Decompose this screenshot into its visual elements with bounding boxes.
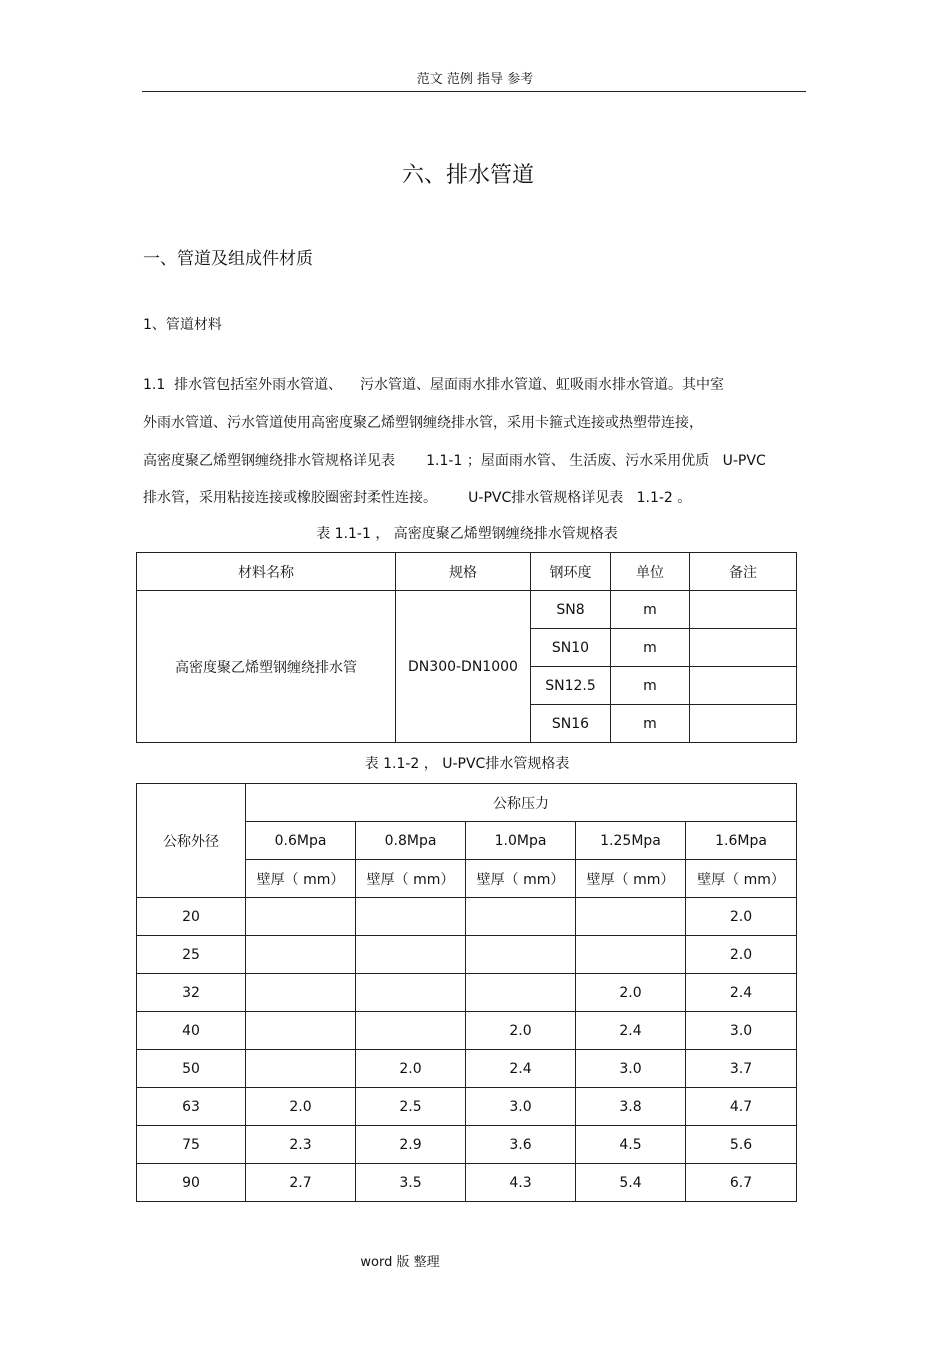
thickness-cell — [246, 974, 356, 1012]
note-cell — [690, 667, 797, 705]
thickness-cell: 2.0 — [466, 1012, 576, 1050]
table-row — [137, 974, 797, 1012]
table-header-row — [137, 553, 797, 591]
thickness-cell — [466, 936, 576, 974]
diameter-cell: 32 — [137, 974, 246, 1012]
table-row — [137, 1050, 797, 1088]
thickness-cell: 4.7 — [686, 1088, 797, 1126]
header-nominal-pressure: 公称压力 — [246, 784, 797, 822]
table-row — [137, 1088, 797, 1126]
thickness-cell — [246, 1012, 356, 1050]
diameter-cell: 50 — [137, 1050, 246, 1088]
thickness-cell — [576, 936, 686, 974]
diameter-cell: 20 — [137, 898, 246, 936]
thickness-cell: 3.5 — [356, 1164, 466, 1202]
thickness-cell — [576, 898, 686, 936]
thickness-cell: 2.4 — [686, 974, 797, 1012]
header-pressure: 1.0Mpa — [466, 822, 576, 860]
thickness-cell: 2.0 — [246, 1088, 356, 1126]
header-pressure: 1.25Mpa — [576, 822, 686, 860]
header-wall-thickness: 壁厚（ mm） — [576, 860, 686, 898]
thickness-cell: 6.7 — [686, 1164, 797, 1202]
thickness-cell: 2.4 — [466, 1050, 576, 1088]
document-title: 六、排水管道 — [401, 163, 534, 188]
page-footer: word 版 整理 — [360, 1255, 440, 1270]
header-note: 备注 — [690, 553, 797, 591]
table2-caption: 表 1.1-2 ， U-PVC排水管规格表 — [364, 756, 570, 772]
stiffness-cell: SN8 — [531, 591, 611, 629]
header-wall-thickness: 壁厚（ mm） — [686, 860, 797, 898]
page-header: 范文 范例 指导 参考 — [416, 72, 534, 87]
thickness-cell: 5.4 — [576, 1164, 686, 1202]
thickness-cell: 3.0 — [466, 1088, 576, 1126]
thickness-cell: 3.0 — [686, 1012, 797, 1050]
table-row — [137, 591, 797, 629]
paragraph-line-1: 1.1 排水管包括室外雨水管道、 污水管道、屋面雨水排水管道、虹吸雨水排水管道。其中室 — [143, 377, 724, 393]
thickness-cell: 4.3 — [466, 1164, 576, 1202]
table1-caption: 表 1.1-1 ， 高密度聚乙烯塑钢缠绕排水管规格表 — [316, 526, 618, 542]
hdpe-spec-table — [136, 552, 797, 743]
paragraph-line-3: 高密度聚乙烯塑钢缠绕排水管规格详见表 1.1-1 ；屋面雨水管、 生活废、污水采用优质 U-PVC — [143, 453, 766, 469]
header-pressure: 0.6Mpa — [246, 822, 356, 860]
table-row — [137, 1164, 797, 1202]
header-unit: 单位 — [611, 553, 690, 591]
table-row — [137, 1126, 797, 1164]
thickness-cell: 5.6 — [686, 1126, 797, 1164]
stiffness-cell: SN12.5 — [531, 667, 611, 705]
header-nominal-diameter: 公称外径 — [137, 784, 246, 898]
thickness-cell — [356, 898, 466, 936]
header-wall-thickness: 壁厚（ mm） — [246, 860, 356, 898]
stiffness-cell: SN10 — [531, 629, 611, 667]
spec-cell: DN300-DN1000 — [396, 591, 531, 743]
header-spec: 规格 — [396, 553, 531, 591]
thickness-cell: 2.4 — [576, 1012, 686, 1050]
thickness-cell — [356, 974, 466, 1012]
header-divider — [142, 91, 806, 92]
note-cell — [690, 591, 797, 629]
thickness-cell: 2.5 — [356, 1088, 466, 1126]
header-pressure: 1.6Mpa — [686, 822, 797, 860]
thickness-cell: 3.8 — [576, 1088, 686, 1126]
header-wall-thickness: 壁厚（ mm） — [466, 860, 576, 898]
thickness-cell: 4.5 — [576, 1126, 686, 1164]
thickness-cell: 2.0 — [686, 936, 797, 974]
unit-cell: m — [611, 629, 690, 667]
thickness-cell: 2.9 — [356, 1126, 466, 1164]
thickness-cell: 2.0 — [356, 1050, 466, 1088]
diameter-cell: 40 — [137, 1012, 246, 1050]
unit-cell: m — [611, 705, 690, 743]
thickness-cell: 3.7 — [686, 1050, 797, 1088]
header-wall-thickness: 壁厚（ mm） — [356, 860, 466, 898]
thickness-cell: 3.6 — [466, 1126, 576, 1164]
paragraph-line-2: 外雨水管道、污水管道使用高密度聚乙烯塑钢缠绕排水管，采用卡箍式连接或热塑带连接， — [143, 415, 703, 431]
thickness-cell: 2.7 — [246, 1164, 356, 1202]
thickness-cell — [246, 898, 356, 936]
stiffness-cell: SN16 — [531, 705, 611, 743]
table-row — [137, 936, 797, 974]
thickness-cell — [356, 1012, 466, 1050]
table-row — [137, 898, 797, 936]
section-heading: 一、管道及组成件材质 — [143, 249, 313, 269]
note-cell — [690, 629, 797, 667]
thickness-cell — [466, 898, 576, 936]
unit-cell: m — [611, 591, 690, 629]
subsection-heading: 1、管道材料 — [143, 317, 222, 333]
diameter-cell: 25 — [137, 936, 246, 974]
paragraph-line-4: 排水管，采用粘接连接或橡胶圈密封柔性连接。 U-PVC排水管规格详见表 1.1-2 。 — [143, 490, 692, 506]
header-material-name: 材料名称 — [137, 553, 396, 591]
thickness-cell — [246, 936, 356, 974]
thickness-cell: 2.0 — [686, 898, 797, 936]
header-ring-stiffness: 钢环度 — [531, 553, 611, 591]
upvc-spec-table — [136, 783, 797, 1202]
thickness-cell — [466, 974, 576, 1012]
note-cell — [690, 705, 797, 743]
diameter-cell: 90 — [137, 1164, 246, 1202]
thickness-cell: 2.0 — [576, 974, 686, 1012]
diameter-cell: 75 — [137, 1126, 246, 1164]
table-header-row — [137, 784, 797, 822]
diameter-cell: 63 — [137, 1088, 246, 1126]
header-pressure: 0.8Mpa — [356, 822, 466, 860]
thickness-cell — [246, 1050, 356, 1088]
thickness-cell: 2.3 — [246, 1126, 356, 1164]
thickness-cell — [356, 936, 466, 974]
table-row — [137, 1012, 797, 1050]
unit-cell: m — [611, 667, 690, 705]
thickness-cell: 3.0 — [576, 1050, 686, 1088]
material-name-cell: 高密度聚乙烯塑钢缠绕排水管 — [137, 591, 396, 743]
